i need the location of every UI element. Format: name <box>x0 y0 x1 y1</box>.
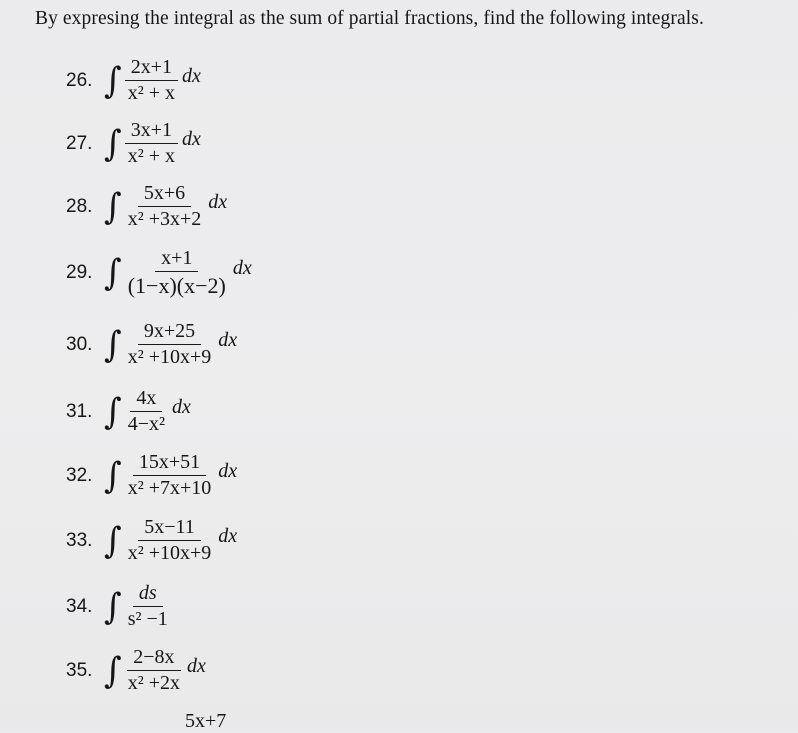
numerator: 2x+1 <box>125 56 178 81</box>
denominator: s² −1 <box>127 608 168 630</box>
problem-28 <box>66 182 227 231</box>
integral-sign: ∫ <box>104 519 122 562</box>
numerator: 5x−11 <box>138 516 201 541</box>
fraction <box>124 119 179 168</box>
problem-number: 32. <box>66 464 93 486</box>
denominator: x² +3x+2 <box>127 208 202 230</box>
denominator: x² +2x <box>127 672 180 694</box>
differential: dx <box>218 460 238 482</box>
numerator: 3x+1 <box>125 119 178 144</box>
problem-number: 30. <box>66 333 93 355</box>
problem-27 <box>66 119 201 168</box>
fraction <box>124 182 206 231</box>
fraction <box>124 320 216 369</box>
differential: dx <box>208 191 228 213</box>
differential: dx <box>172 396 191 418</box>
integral-sign: ∫ <box>104 251 122 294</box>
numerator: ds <box>133 582 163 607</box>
cutoff-next-problem: 5x+7 <box>185 710 227 732</box>
integral-sign: ∫ <box>104 454 122 497</box>
problem-33 <box>66 516 237 565</box>
numerator: 2−8x <box>127 646 180 671</box>
differential: dx <box>218 525 238 547</box>
integral-sign: ∫ <box>104 585 122 628</box>
problem-34 <box>66 582 175 631</box>
integral-sign: ∫ <box>104 323 122 366</box>
problem-number: 28. <box>66 195 93 217</box>
problem-31 <box>66 387 191 436</box>
problem-26 <box>66 56 201 105</box>
denominator: x² +10x+9 <box>127 542 212 564</box>
integral-sign: ∫ <box>104 649 122 692</box>
integral-sign: ∫ <box>104 59 122 102</box>
problem-number: 34. <box>66 595 93 617</box>
integral-sign: ∫ <box>104 185 122 228</box>
differential: dx <box>182 65 201 87</box>
fraction <box>124 247 230 298</box>
problem-number: 29. <box>66 261 93 283</box>
denominator: 4−x² <box>127 413 165 435</box>
problem-29 <box>66 247 252 298</box>
integral-sign: ∫ <box>104 122 122 165</box>
denominator: x² +7x+10 <box>127 477 212 499</box>
problem-number: 31. <box>66 400 93 422</box>
differential: dx <box>187 655 206 677</box>
problem-number: 33. <box>66 529 93 551</box>
fraction <box>124 582 172 631</box>
differential: dx <box>182 128 201 150</box>
problem-35 <box>66 646 206 695</box>
denominator: (1−x)(x−2) <box>127 273 226 298</box>
integral-sign: ∫ <box>104 390 122 433</box>
differential: dx <box>232 257 252 280</box>
denominator: x² + x <box>127 145 175 167</box>
problem-number: 35. <box>66 659 93 681</box>
problem-32 <box>66 451 237 500</box>
fraction <box>124 451 216 500</box>
numerator: 15x+51 <box>133 451 206 476</box>
fraction <box>124 387 169 436</box>
fraction <box>124 56 179 105</box>
instructions-heading: By expresing the integral as the sum of partial fractions, find the following integrals. <box>35 8 704 29</box>
numerator: 9x+25 <box>138 320 201 345</box>
denominator: x² + x <box>127 82 175 104</box>
fraction <box>124 516 216 565</box>
numerator: 5x+6 <box>138 182 191 207</box>
problem-number: 26. <box>66 69 93 91</box>
denominator: x² +10x+9 <box>127 346 212 368</box>
problem-number: 27. <box>66 132 93 154</box>
fraction <box>124 646 184 695</box>
numerator: x+1 <box>155 247 198 272</box>
numerator: 4x <box>130 387 162 412</box>
problem-30 <box>66 320 237 369</box>
differential: dx <box>218 329 238 351</box>
